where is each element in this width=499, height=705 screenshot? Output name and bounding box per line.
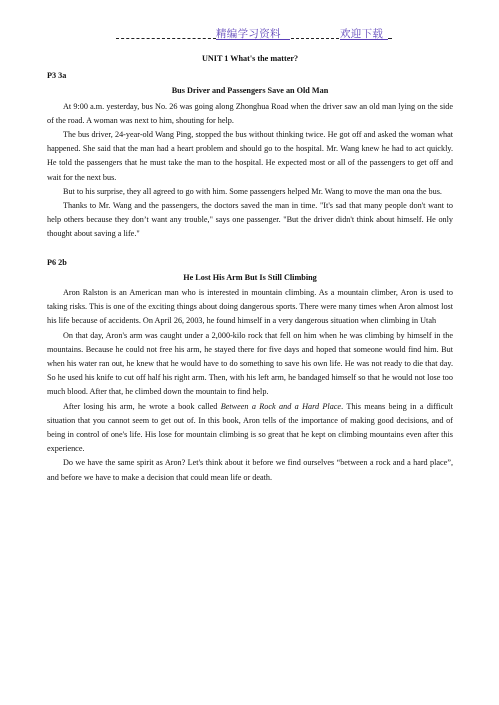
header-link-download[interactable]: 欢迎下载 [340, 28, 384, 40]
book-title: Between a Rock and a Hard Place [220, 401, 342, 411]
page-header [0, 26, 499, 40]
header-link-underline [340, 39, 388, 40]
document-body [47, 52, 453, 485]
paragraph: On that day, Aron's arm was caught under a 2,000-kilo rock that fell on him when he was climbing by himself in the mountains. Because he could not free his arm, he stayed there for five days and hoped that someone would find him. But when his water ran out, he knew that he would have to do something to save his own life. He was not ready to die that day. So he used his knife to cut off half his right arm. Then, with his left arm, he bandaged himself so that he would not lose too much blood. After that, he climbed down the mountain to find help. [47, 330, 453, 397]
paragraph: The bus driver, 24-year-old Wang Ping, stopped the bus without thinking twice. He got off and asked the woman what happened. She said that the man had a heart problem and should go to the hospital. Mr. Wang knew he had to act quickly. He told the passengers that he must take the man to the hospital. He expected most or all of the passengers to get off and wait for the next bus. [47, 130, 453, 182]
section-label: P3 3a [47, 71, 67, 81]
paragraph: Thanks to Mr. Wang and the passengers, the doctors saved the man in time. "It's sad that many people don't want to help others because they don’t want any trouble," says one passenger. "But the driver didn't think about himself. He only thought about saving a life." [47, 201, 453, 239]
paragraph-text: After losing his arm, he wrote a book called [63, 401, 221, 411]
header-dash-line [388, 38, 392, 39]
paragraph [47, 400, 453, 457]
story-title: Bus Driver and Passengers Save an Old Man [171, 86, 329, 96]
section-spacer [47, 242, 453, 256]
paragraph: At 9:00 a.m. yesterday, bus No. 26 was going along Zhonghua Road when the driver saw an old man lying on the side of the road. A woman was next to him, shouting for help. [47, 101, 453, 125]
unit-title: UNIT 1 What's the matter? [201, 54, 299, 63]
header-link-study-materials[interactable]: 精编学习资料 [216, 28, 281, 40]
paragraph: But to his surprise, they all agreed to go with him. Some passengers helped Mr. Wang to move the man ona the bus. [63, 186, 442, 196]
paragraph-text: . This means being in a difficult situation that you cannot seem to get out of. In this book, Aron tells of the importance of making good decisions, and of being in control of one's life. His lose for mountain climbing is so great that he kept on climbing mountains even after this experience. [47, 401, 454, 454]
header-dash-line [116, 38, 216, 39]
header-link-underline [216, 39, 290, 40]
paragraph: Aron Ralston is an American man who is interested in mountain climbing. As a mountain climber, Aron is used to taking risks. This is one of the exciting things about doing dangerous sports. There were many times when Aron almost lost his life because of accidents. On April 26, 2003, he found himself in a very dangerous situation when climbing in Utah [47, 288, 453, 326]
section-label: P6 2b [47, 257, 67, 267]
paragraph: Do we have the same spirit as Aron? Let's think about it before we find ourselves “between a rock and a hard place”, and before we have to make a decision that could mean life or death. [47, 458, 453, 482]
story-title: He Lost His Arm But Is Still Climbing [183, 272, 317, 282]
header-dash-line [291, 38, 339, 39]
